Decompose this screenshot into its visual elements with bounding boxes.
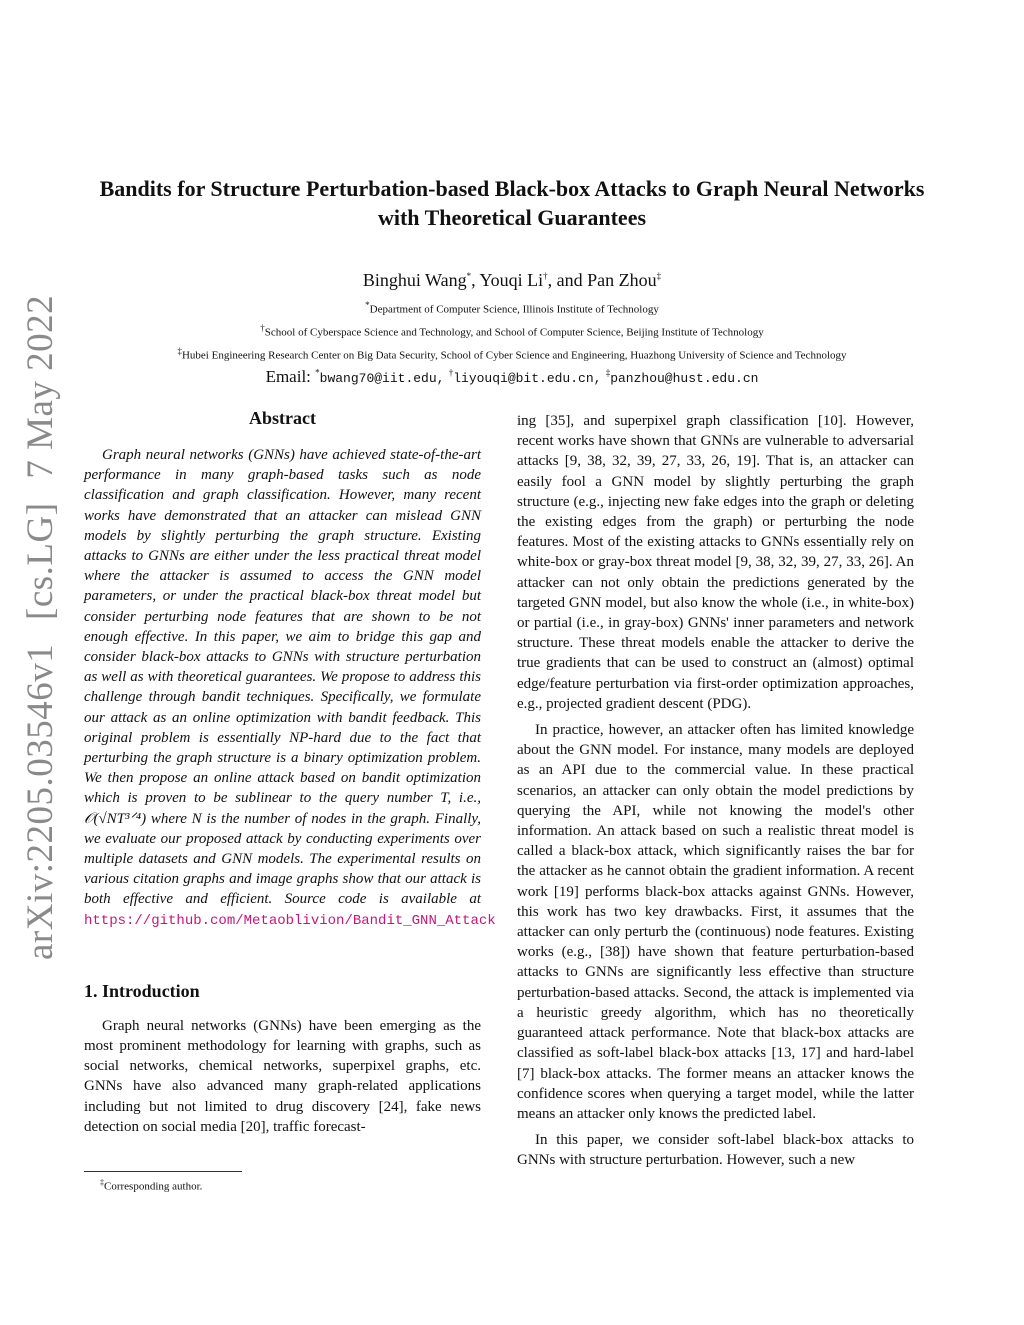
author-name: Binghui Wang [362,270,467,290]
footnote-text: Corresponding author. [104,1180,203,1193]
affiliation-text: Hubei Engineering Research Center on Big Data Security, School of Cyber Science and Engineering, Huazhong University of Science and Technology [181,349,847,362]
affiliation [0,346,1024,362]
footnote [100,1178,202,1193]
arxiv-date: 7 May 2022 [20,294,61,479]
author-mark: † [543,271,548,281]
source-code-link[interactable]: https://github.com/Metaoblivion/Bandit_GNN_Attack [84,912,496,929]
author-mark: ‡ [656,271,662,281]
author-name: Youqi Li [479,270,544,290]
email-mark: * [315,367,320,378]
footnote-mark: ‡ [100,1178,104,1187]
body-paragraph: In practice, however, an attacker often has limited knowledge about the GNN model. For instance, many models are deployed as an API due to the commercial value. In these practical scenarios, an attacker can only obtain the model predictions by querying the API, while not knowing the model's other information. An attack based on such a realistic threat model is called a black-box attack, which significantly raises the bar for the attacker as he cannot obtain the gradient information. A recent work [19] performs black-box attacks against GNNs. However, this work has two key drawbacks. First, it assumes that the attacker can only perturb the (continuous) node features. Existing works (e.g., [38]) have shown that feature perturbation-based attacks to GNNs are significantly less effective than structure perturbation-based attacks. Second, the attack is implemented via a heuristic greedy algorithm, which has no theoretically guaranteed attack performance. Note that black-box attacks are classified as soft-label black-box attacks [13, 17] and hard-label [7] black-box attacks. The former means an attacker knows the confidence scores when querying a target model, while the latter means an attacker only knows the predicted label. [517,722,914,1122]
section-heading: 1. Introduction [84,980,200,1001]
left-column [84,408,496,1143]
author-mark: * [466,271,472,281]
email-mark: ‡ [605,367,611,378]
arxiv-id: arXiv:2205.03546v1 [20,643,61,960]
author-name: and Pan Zhou [556,270,657,290]
footnote-rule [84,1171,242,1172]
right-column [517,411,914,1177]
body-paragraph: In this paper, we consider soft-label black-box attacks to GNNs with structure perturbation. However, such a new [517,1132,914,1169]
body-paragraph: ing [35], and superpixel graph classification [10]. However, recent works have shown that GNNs are vulnerable to adversarial attacks [9, 38, 32, 39, 27, 33, 26, 19]. That is, an attacker can easily fool a GNN model by slightly perturbing the graph structure (e.g., injecting new fake edges into the graph or deleting the existing edges from the graph) or perturbing the node features. Most of the existing attacks to GNNs essentially rely on white-box or gray-box threat model [9, 38, 32, 39, 27, 33, 26]. An attacker can not only obtain the predictions generated by the targeted GNN model, but also know the whole (i.e., in white-box) or partial (i.e., in gray-box) GNNs' inner parameters and network structure. These threat models enable the attacker to derive the true gradients that can be used to construct an (almost) optimal edge/feature perturbation via first-order optimization approaches, e.g., projected gradient descent (PDG). [517,413,914,712]
abstract-body: Graph neural networks (GNNs) have achieved state-of-the-art performance in many graph-based tasks such as node classification and graph classification. However, many recent works have demonstrated that an attacker can mislead GNN models by slightly perturbing the graph structure. Existing attacks to GNNs are either under the less practical threat model where the attacker is assumed to access the GNN model parameters, or under the practical black-box threat model but consider perturbing node features that are shown to be not enough effective. In this paper, we aim to bridge this gap and consider black-box attacks to GNNs with structure perturbation as well as with theoretical guarantees. We propose to address this challenge through bandit techniques. Specifically, we formulate our attack as an online optimization with bandit feedback. This original problem is essentially NP-hard due to the fact that perturbing the graph structure is a binary optimization problem. We then propose an online attack based on bandit optimization which is proven to be sublinear to the query number T, i.e., 𝒪(√NT³ᐟ⁴) where N is the number of nodes in the graph. Finally, we evaluate our proposed attack by conducting experiments over multiple datasets and GNN models. The experimental results on various citation graphs and image graphs show that our attack is both effective and efficient. Source code is available at [84,447,481,908]
email-address[interactable]: bwang70@iit.edu, [319,371,445,386]
affiliation [0,323,1024,339]
email-label: Email: [265,367,311,386]
affiliation [0,300,1024,316]
affiliation-text: Department of Computer Science, Illinois Institute of Technology [369,303,659,316]
email-line [0,367,1024,387]
affiliation-text: School of Cyberspace Science and Technology, and School of Computer Science, Beijing Institute of Technology [264,326,764,339]
affiliation-mark: † [260,323,265,333]
arxiv-category: [cs.LG] [20,502,61,620]
email-address[interactable]: liyouqi@bit.edu.cn, [453,371,602,386]
affiliation-mark: * [365,300,370,310]
arxiv-stamp [15,294,67,960]
abstract-text [84,445,496,931]
affiliation-mark: ‡ [177,346,182,356]
paper-title: Bandits for Structure Perturbation-based Black-box Attacks to Graph Neural Networks with Theoretical Guarantees [99,176,925,230]
email-address[interactable]: panzhou@hust.edu.cn [610,371,759,386]
email-mark: † [448,367,454,378]
intro-paragraph: Graph neural networks (GNNs) have been emerging as the most prominent methodology for learning with graphs, such as social networks, chemical networks, superpixel graphs, etc. GNNs have also advanced many graph-related applications including but not limited to drug discovery [24], fake news detection on social media [20], traffic forecast- [84,1017,481,1135]
author-list: Binghui Wang*, Youqi Li†, and Pan Zhou‡ [362,270,662,290]
abstract-heading: Abstract [249,408,316,428]
